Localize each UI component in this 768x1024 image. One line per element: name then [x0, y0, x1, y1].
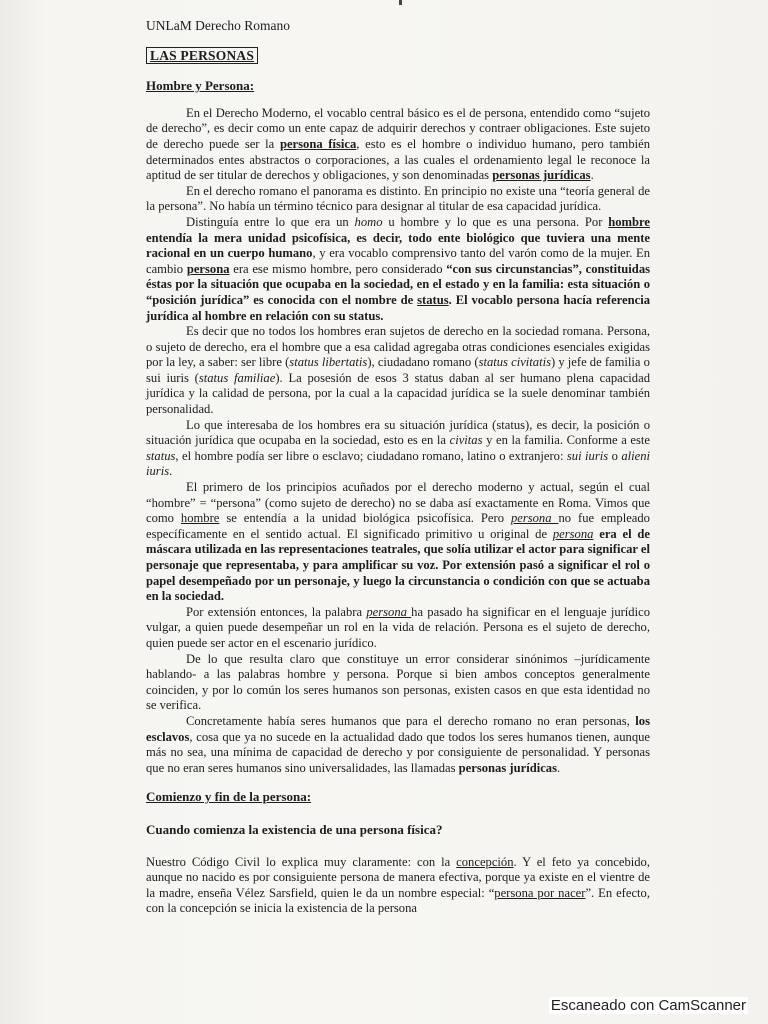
paragraph-1: En el Derecho Moderno, el vocablo central básico es el de persona, entendido como “sujeto de derecho”, es decir como un ente capaz de adquirir derechos y contraer obligaciones. Este sujeto de derecho puede ser la persona física, esto es el hombre o individuo humano, pero también determinados entes abstractos o corporaciones, a las cuales el ordenamiento legal le reconoce la aptitud de ser titular de derechos y obligaciones, y son denominadas personas jurídicas.: [146, 105, 651, 183]
paragraph-2: En el derecho romano el panorama es distinto. En principio no existe una “teoría general de la persona”. No había un término técnico para designar al titular de esa capacidad jurídica.: [146, 183, 650, 214]
paragraph-6: El primero de los principios acuñados por el derecho moderno y actual, según el cual “hombre” = “persona” (como sujeto de derecho) no se daba así exactamente en Roma. Vimos que como hombre se entendía a la unidad biológica psicofísica. Pero persona no fue empleado específicamente en el sentido actual. El significado primitivo u original de persona era el de máscara utilizada en las representaciones teatrales, que solía utilizar el actor para significar el personaje que representaba, y para amplificar su voz. Por extensión pasó a significar el rol o papel desempeñado por un personaje, y luego la circunstancia o condición con que se actuaba en la sociedad.: [146, 480, 650, 604]
section-heading-comienzo: Comienzo y fin de la persona:: [146, 789, 312, 805]
paragraph-5: Lo que interesaba de los hombres era su situación jurídica (status), es decir, la posición o situación jurídica que ocupaba en la sociedad, esto es en la civitas y en la familia. Conforme a este status, el hombre podía ser libre o esclavo; ciudadano romano, latino o extranjero: sui iuris o alieni iuris.: [146, 417, 651, 479]
term-concepcion: concepción: [456, 854, 514, 869]
term-hombre: hombre: [608, 214, 650, 229]
document-header: UNLaM Derecho Romano: [146, 18, 290, 33]
page-title: LAS PERSONAS: [146, 47, 258, 65]
term-personas-juridicas: personas jurídicas: [492, 168, 591, 183]
paragraph-8: De lo que resulta claro que constituye un error considerar sinónimos –jurídicamente hablando- a las palabras hombre y persona. Porque si bien ambos conceptos generalmente coinciden, y por lo común los seres humanos son personas, existen casos en que esta identidad no se verifica.: [146, 651, 650, 713]
paragraph-9: Concretamente había seres humanos que para el derecho romano no eran personas, los esclavos, cosa que ya no sucede en la actualidad dado que todos los seres humanos tienen, aunque más no sea, una mínima de capacidad de derecho y por consiguiente de personalidad. Y personas que no eran seres humanos sino universalidades, las llamadas personas jurídicas.: [146, 713, 650, 775]
paragraph-3: Distinguía entre lo que era un homo u hombre y lo que es una persona. Por hombre entendía la mera unidad psicofísica, es decir, todo ente biológico que tuviera una mente racional en un cuerpo humano, y era vocablo comprensivo tanto del varón como de la mujer. En cambio persona era ese mismo hombre, pero considerado “con sus circunstancias”, constituidas éstas por la situación que ocupaba en la sociedad, en el estado y en la familia: esta situación o “posición jurídica” es conocida con el nombre de status. El vocablo persona hacía referencia jurídica al hombre en relación con su status.: [146, 214, 651, 323]
subheading-hombre-persona: Hombre y Persona:: [146, 78, 255, 94]
scan-mark: [399, 0, 402, 5]
paragraph-4: Es decir que no todos los hombres eran sujetos de derecho en la sociedad romana. Persona, o sujeto de derecho, era el hombre que a esa calidad agregaba otras condiciones esenciales exigidas por la ley, a saber: ser libre (status libertatis), ciudadano romano (status civitatis) y jefe de familia o sui iuris (status familiae). La posesión de esos 3 status daban al ser humano plena capacidad jurídica y la calidad de persona, por la cual a la capacidad jurídica se la suele denominar también personalidad.: [146, 324, 650, 417]
document-body: [146, 18, 650, 917]
term-persona-por-nacer: persona por nacer: [494, 885, 586, 900]
term-persona-fisica: persona física: [279, 136, 357, 151]
scanner-watermark: Escaneado con CamScanner: [550, 997, 746, 1014]
paragraph-10: Nuestro Código Civil lo explica muy claramente: con la concepción. Y el feto ya concebido, aunque no nacido es por consiguiente persona de manera efectiva, porque ya existe en el vientre de la madre, enseña Vélez Sarsfield, quien le da un nombre especial: “persona por nacer”. En efecto, con la concepción se inicia la existencia de la persona: [146, 854, 651, 916]
section-question: Cuando comienza la existencia de una persona física?: [146, 821, 443, 837]
term-status: status: [417, 292, 449, 307]
term-persona: persona: [186, 261, 230, 276]
paragraph-7: Por extensión entonces, la palabra persona ha pasado ha significar en el lenguaje jurídico vulgar, a quien puede desempeñar un rol en la vida de relación. Persona es el sujeto de derecho, quien puede ser actor en el escenario jurídico.: [146, 604, 650, 650]
